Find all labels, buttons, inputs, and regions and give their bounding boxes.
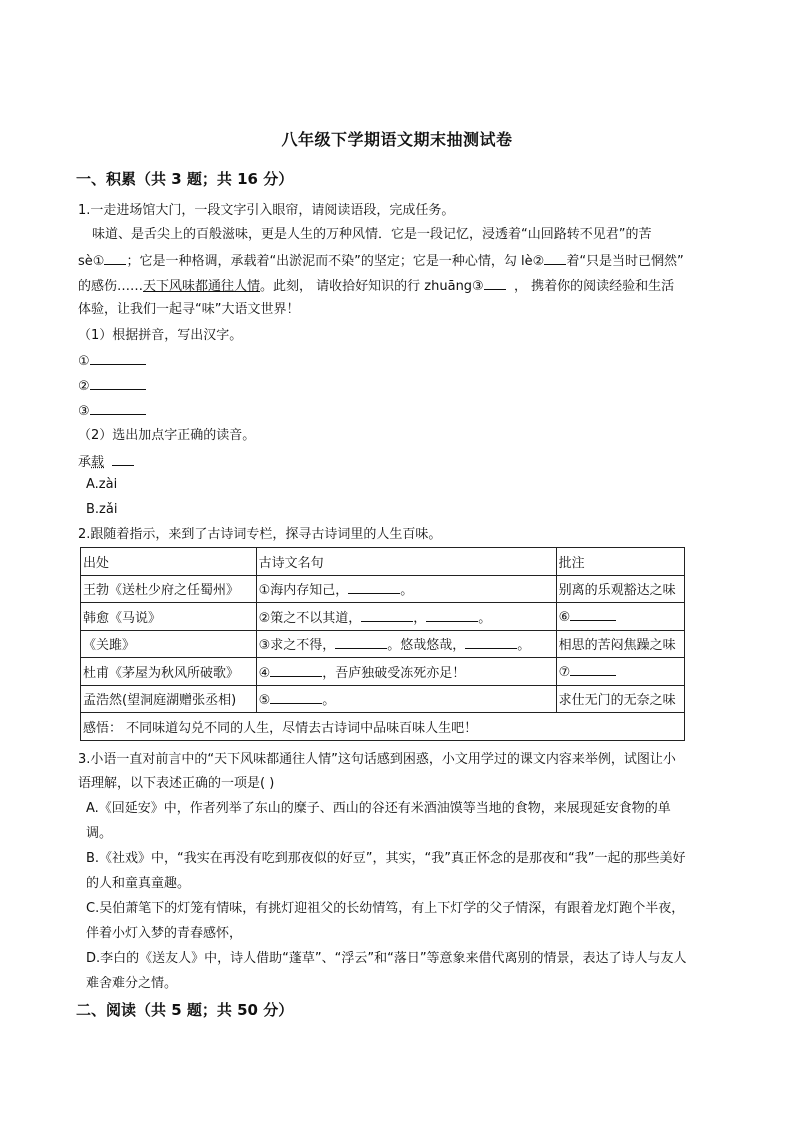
option-a[interactable]: A.zài bbox=[86, 477, 118, 492]
q3-option-b[interactable]: B.《社戏》中，“我实在再没有吃到那夜似的好豆”，其实，“我”真正怀念的是那夜和“我”一起的那些美好 bbox=[86, 851, 686, 866]
answer-blank[interactable] bbox=[426, 608, 478, 622]
answer-blank[interactable] bbox=[270, 663, 322, 677]
q1-paragraph-line: 的感伤……天下风味都通往人情。此刻， 请收拾好知识的行 zhuāng③ ， 携着你的阅读经验和生活 bbox=[78, 276, 674, 296]
q3-option-c[interactable]: C.吴伯萧笔下的灯笼有情味，有挑灯迎祖父的长幼情笃，有上下灯学的父子情深，有跟着龙灯跑个半夜， bbox=[86, 901, 685, 916]
pronunciation-word: 承载 bbox=[78, 452, 134, 472]
q3-option-b-cont: 的人和童真童趣。 bbox=[86, 876, 191, 891]
table-header: 出处 bbox=[81, 548, 257, 576]
answer-blank[interactable] bbox=[348, 580, 400, 594]
note-cell: 求仕无门的无奈之味 bbox=[556, 685, 684, 713]
answer-line-1: ① bbox=[78, 351, 146, 371]
answer-line-2: ② bbox=[78, 376, 146, 396]
q2-intro: 2.跟随着指示，来到了古诗词专栏，探寻古诗词里的人生百味。 bbox=[78, 527, 442, 542]
q1-intro: 1.一走进场馆大门，一段文字引入眼帘，请阅读语段，完成任务。 bbox=[78, 203, 455, 218]
poem-cell: ①海内存知己， 。 bbox=[256, 575, 556, 603]
poem-cell: ④ ，吾庐独破受冻死亦足！ bbox=[256, 658, 556, 686]
table-row bbox=[81, 575, 685, 603]
q1-paragraph-line: 体验，让我们一起寻“味”大语文世界！ bbox=[78, 302, 300, 317]
q1-paragraph-line: sè① ；它是一种格调，承载着“出淤泥而不染”的坚定；它是一种心情，勾 lè② 着“只是当时已惘然” bbox=[78, 251, 684, 271]
q3-option-a[interactable]: A.《回延安》中，作者列举了东山的糜子、西山的谷还有米酒油馍等当地的食物，来展现延安食物的单 bbox=[86, 801, 671, 816]
q1-sub1: （1）根据拼音，写出汉字。 bbox=[78, 328, 243, 343]
reflection-cell: 感悟： 不同味道勾兑不同的人生，尽情去古诗词中品味百味人生吧！ bbox=[81, 713, 685, 741]
blank-3[interactable] bbox=[484, 276, 506, 290]
answer-blank[interactable] bbox=[570, 607, 616, 621]
answer-blank[interactable] bbox=[112, 452, 134, 466]
blank-1[interactable] bbox=[104, 251, 126, 265]
poem-cell: ③求之不得， 。悠哉悠哉， 。 bbox=[256, 630, 556, 658]
note-cell: 别离的乐观豁达之味 bbox=[556, 575, 684, 603]
answer-blank[interactable] bbox=[570, 662, 616, 676]
underlined-phrase: 天下风味都通往人情 bbox=[143, 279, 261, 294]
note-cell: 相思的苦闷焦躁之味 bbox=[556, 630, 684, 658]
q3-stem: 3.小语一直对前言中的“天下风味都通往人情”这句话感到困惑，小文用学过的课文内容来举例，试图让小 bbox=[78, 752, 676, 767]
table-footer-row bbox=[81, 713, 685, 741]
q3-option-c-cont: 伴着小灯入梦的青春感怀， bbox=[86, 926, 243, 941]
source-cell: 孟浩然(望洞庭湖赠张丞相) bbox=[81, 685, 257, 713]
answer-blank[interactable] bbox=[90, 351, 146, 365]
option-b[interactable]: B.zǎi bbox=[86, 502, 118, 517]
table-row bbox=[81, 630, 685, 658]
answer-blank[interactable] bbox=[361, 608, 413, 622]
table-row bbox=[81, 685, 685, 713]
source-cell: 《关雎》 bbox=[81, 630, 257, 658]
table-header: 批注 bbox=[556, 548, 684, 576]
dotted-char: 载 bbox=[91, 455, 105, 470]
page-title: 八年级下学期语文期末抽测试卷 bbox=[281, 130, 513, 149]
section-heading: 二、阅读（共 5 题；共 50 分） bbox=[76, 1001, 294, 1019]
q1-paragraph-line: 味道、是舌尖上的百般滋味，更是人生的万种风情．它是一段记忆，浸透着“山回路转不见君”的苦 bbox=[92, 227, 652, 242]
section-heading: 一、积累（共 3 题；共 16 分） bbox=[76, 170, 294, 188]
source-cell: 杜甫《茅屋为秋风所破歌》 bbox=[81, 658, 257, 686]
note-cell: ⑥ bbox=[556, 603, 684, 631]
answer-blank[interactable] bbox=[270, 690, 322, 704]
q3-option-d-cont: 难舍难分之情。 bbox=[86, 976, 178, 991]
poem-table bbox=[80, 547, 685, 741]
table-row bbox=[81, 658, 685, 686]
answer-blank[interactable] bbox=[465, 635, 517, 649]
source-cell: 韩愈《马说》 bbox=[81, 603, 257, 631]
answer-blank[interactable] bbox=[90, 401, 146, 415]
answer-blank[interactable] bbox=[335, 635, 387, 649]
poem-cell: ⑤ 。 bbox=[256, 685, 556, 713]
note-cell: ⑦ bbox=[556, 658, 684, 686]
poem-cell: ②策之不以其道， ， 。 bbox=[256, 603, 556, 631]
q1-sub2: （2）选出加点字正确的读音。 bbox=[78, 428, 256, 443]
blank-2[interactable] bbox=[544, 251, 566, 265]
table-row bbox=[81, 603, 685, 631]
table-header-row bbox=[81, 548, 685, 576]
answer-blank[interactable] bbox=[90, 376, 146, 390]
table-header: 古诗文名句 bbox=[256, 548, 556, 576]
answer-line-3: ③ bbox=[78, 401, 146, 421]
q3-option-a-cont: 调。 bbox=[86, 826, 113, 841]
q3-stem: 语理解，以下表述正确的一项是( ) bbox=[78, 776, 275, 791]
q3-option-d[interactable]: D.李白的《送友人》中，诗人借助“蓬草”、“浮云”和“落日”等意象来借代离别的情景，表达了诗人与友人 bbox=[86, 951, 687, 966]
source-cell: 王勃《送杜少府之任蜀州》 bbox=[81, 575, 257, 603]
